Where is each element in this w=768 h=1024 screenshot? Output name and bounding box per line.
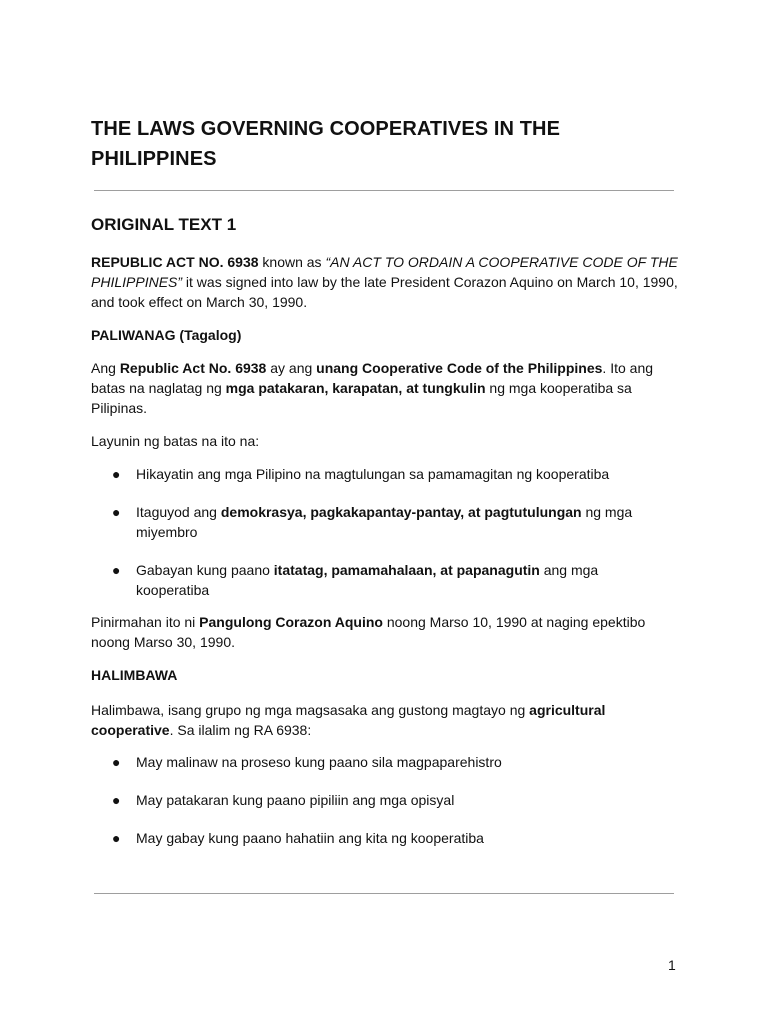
text-run: Ang (91, 360, 120, 376)
list-item: Hikayatin ang mga Pilipino na magtulungan sa pamamagitan ng kooperatiba (136, 466, 610, 482)
section-heading: ORIGINAL TEXT 1 (91, 215, 237, 234)
paliwanag-heading: PALIWANAG (Tagalog) (91, 327, 242, 343)
text-run: it was signed into law by the late President Corazon Aquino on March 10, 1990, and took effect on March 30, 1990. (91, 274, 678, 310)
text-run: Itaguyod ang (136, 504, 221, 520)
text-run: known as (258, 254, 326, 270)
bold-run: agricultural cooperative (91, 702, 606, 738)
text-run: Halimbawa, isang grupo ng mga magsasaka ang gustong magtayo ng (91, 702, 530, 718)
text-run: ay ang (266, 360, 317, 376)
bullet-icon: ● (112, 792, 121, 808)
bold-run: demokrasya, pagkakapantay-pantay, at pagtutulungan (220, 504, 582, 520)
bullet-icon: ● (112, 754, 121, 770)
text-run: . Sa ilalim ng RA 6938: (169, 722, 312, 738)
halimbawa-paragraph (91, 700, 681, 740)
act-title: “AN ACT TO ORDAIN A COOPERATIVE CODE OF THE PHILIPPINES” (91, 254, 678, 290)
list-item (136, 502, 636, 542)
halimbawa-heading: HALIMBAWA (91, 667, 178, 683)
bullet-icon: ● (112, 830, 121, 846)
bold-run: Republic Act No. 6938 (119, 360, 267, 376)
list-item: May malinaw na proseso kung paano sila magpaparehistro (136, 754, 502, 770)
text-run: Pinirmahan ito ni (91, 614, 200, 630)
document-title: THE LAWS GOVERNING COOPERATIVES IN THE PHILIPPINES (91, 118, 561, 170)
title-divider (94, 190, 674, 191)
bold-run: mga patakaran, karapatan, at tungkulin (225, 380, 486, 396)
bullet-icon: ● (112, 562, 121, 578)
paliwanag-paragraph (91, 358, 681, 418)
bold-run: Pangulong Corazon Aquino (199, 614, 383, 630)
bold-run: unang Cooperative Code of the Philippines (316, 360, 603, 376)
text-run: ng mga miyembro (136, 504, 633, 540)
list-item (136, 560, 666, 600)
bullet-icon: ● (112, 504, 121, 520)
text-run: ang mga kooperatiba (136, 562, 599, 598)
list-item: May gabay kung paano hahatiin ang kita ng kooperatiba (136, 830, 484, 846)
bullet-icon: ● (112, 466, 121, 482)
bold-run: itatatag, pamamahalaan, at papanagutin (273, 562, 540, 578)
act-number: REPUBLIC ACT NO. 6938 (91, 254, 259, 270)
text-run: ng mga kooperatiba sa Pilipinas. (91, 380, 632, 416)
text-run: . Ito ang batas na naglatag ng (91, 360, 654, 396)
goals-intro: Layunin ng batas na ito na: (91, 433, 260, 449)
original-text-paragraph (91, 252, 681, 312)
page-number: 1 (668, 957, 676, 973)
text-run: noong Marso 10, 1990 at naging epektibo noong Marso 30, 1990. (91, 614, 646, 650)
list-item: May patakaran kung paano pipiliin ang mga opisyal (136, 792, 455, 808)
signed-paragraph (91, 612, 681, 652)
text-run: Gabayan kung paano (136, 562, 274, 578)
footer-divider (94, 893, 674, 894)
